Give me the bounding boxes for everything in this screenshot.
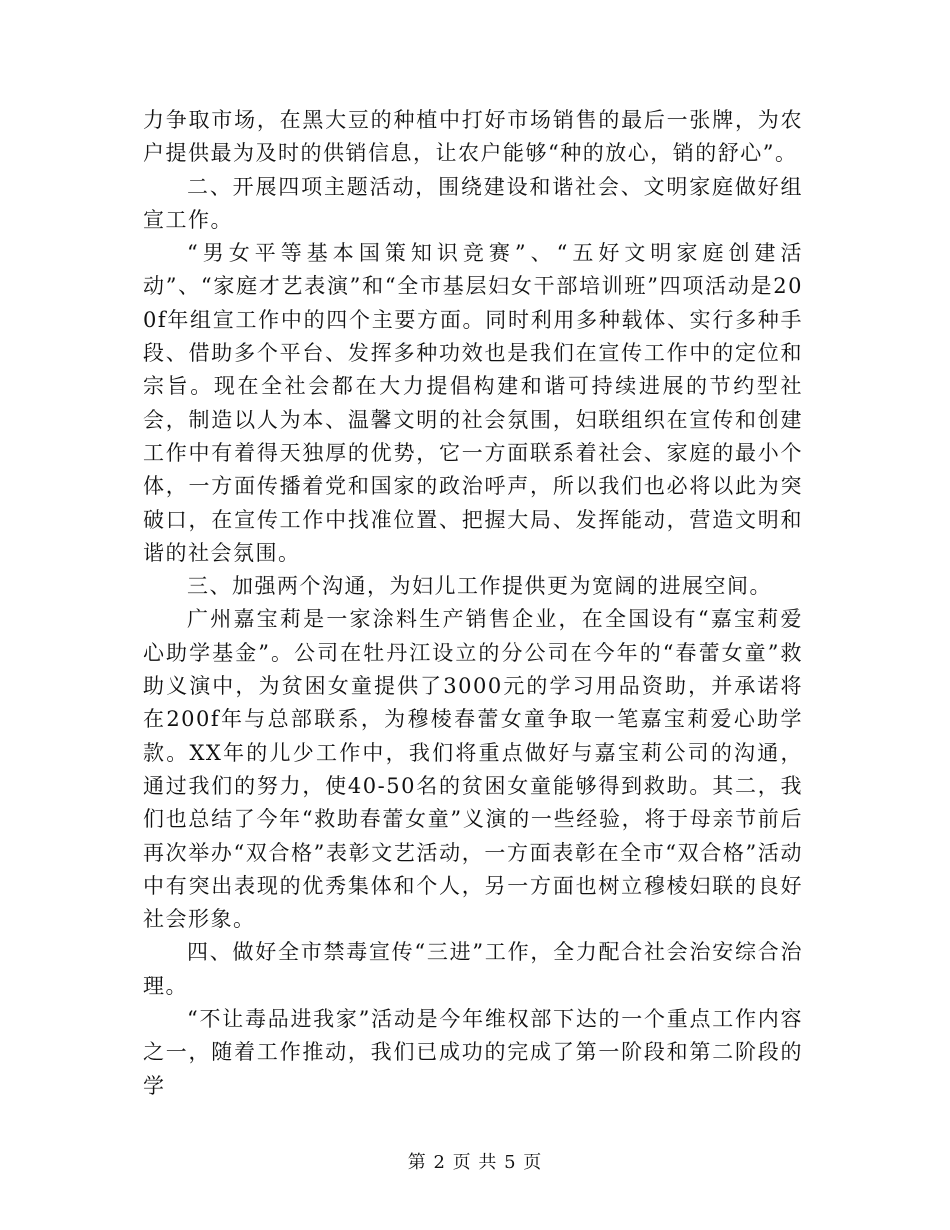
section-heading-three: 三、加强两个沟通，为妇儿工作提供更为宽阔的进展空间。	[187, 574, 772, 599]
section-heading-four: 四、做好全市禁毒宣传“三进”工作，全力配合社会治安综合治理。	[143, 940, 803, 998]
paragraph-continuation: 力争取市场，在黑大豆的种植中打好市场销售的最后一张牌，为农户提供最为及时的供销信息，让农户能够“种的放心，销的舒心”。	[143, 108, 803, 166]
page-number-footer: 第 2 页 共 5 页	[407, 1152, 543, 1173]
paragraph-anti-drug-activity: “不让毒品进我家”活动是今年维权部下达的一个重点工作内容之一，随着工作推动，我们已成功的完成了第一阶段和第二阶段的学	[143, 1007, 803, 1098]
document-body	[143, 104, 803, 1103]
paragraph-jiabaoli-company: 广州嘉宝莉是一家涂料生产销售企业，在全国设有“嘉宝莉爱心助学基金”。公司在牡丹江设立的分公司在今年的“春蕾女童”救助义演中，为贫困女童提供了3000元的学习用品资助，并承诺将在200f年与总部联系，为穆棱春蕾女童争取一笔嘉宝莉爱心助学款。XX年的儿少工作中，我们将重点做好与嘉宝莉公司的沟通，通过我们的努力，使40-50名的贫困女童能够得到救助。其二，我们也总结了今年“救助春蕾女童”义演的一些经验，将于母亲节前后再次举办“双合格”表彰文艺活动，一方面表彰在全市“双合格”活动中有突出表现的优秀集体和个人，另一方面也树立穆棱妇联的良好社会形象。	[143, 607, 803, 932]
section-heading-two: 二、开展四项主题活动，围绕建设和谐社会、文明家庭做好组宣工作。	[143, 174, 803, 232]
paragraph-publicity-activities: “男女平等基本国策知识竞赛”、“五好文明家庭创建活动”、“家庭才艺表演”和“全市基层妇女干部培训班”四项活动是200f年组宣工作中的四个主要方面。同时利用多种载体、实行多种手段、借助多个平台、发挥多种功效也是我们在宣传工作中的定位和宗旨。现在全社会都在大力提倡构建和谐可持续进展的节约型社会，制造以人为本、温馨文明的社会氛围，妇联组织在宣传和创建工作中有着得天独厚的优势，它一方面联系着社会、家庭的最小个体，一方面传播着党和国家的政治呼声，所以我们也必将以此为突破口，在宣传工作中找准位置、把握大局、发挥能动，营造文明和谐的社会氛围。	[143, 241, 803, 565]
